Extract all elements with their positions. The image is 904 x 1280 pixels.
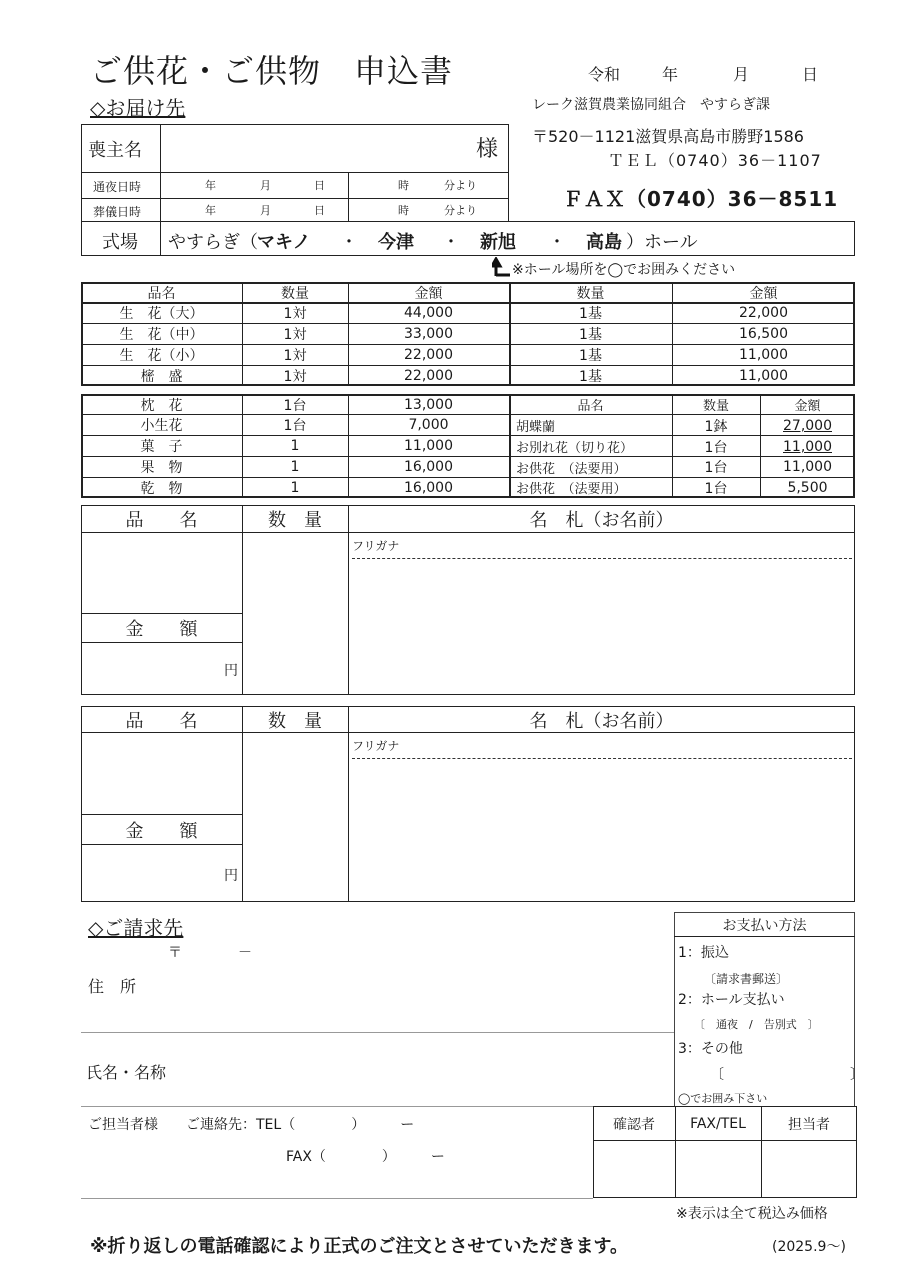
table-cell-amount: 33,000 bbox=[404, 326, 453, 342]
table-cell-qty: 1台 bbox=[704, 480, 728, 497]
payment-option-other[interactable]: 3：その他 bbox=[678, 1041, 743, 1057]
table-cell-amount: 22,000 bbox=[404, 367, 453, 384]
date-year: 年 bbox=[662, 65, 679, 84]
name-tag-field[interactable] bbox=[350, 560, 853, 693]
org-address: 〒520－1121滋賀県高島市勝野1586 bbox=[532, 127, 804, 146]
header-qty2: 数量 bbox=[576, 285, 605, 302]
org-name: レーク滋賀農業協同組合 やすらぎ課 bbox=[532, 97, 770, 113]
wake-year: 年 bbox=[205, 179, 216, 192]
funeral-label: 葬儀日時 bbox=[93, 205, 142, 219]
funeral-year: 年 bbox=[205, 204, 216, 217]
wake-month: 月 bbox=[260, 179, 271, 192]
sub-header-item: 品名 bbox=[577, 399, 604, 414]
venue-takashima[interactable]: 高島 bbox=[586, 232, 622, 253]
table-cell-amount: 11,000 bbox=[783, 439, 832, 455]
payment-title: お支払い方法 bbox=[722, 917, 807, 934]
tax-note: ※表示は全て税込み価格 bbox=[676, 1206, 828, 1222]
funeral-hour: 時 bbox=[398, 204, 409, 217]
table-cell-qty: 1対 bbox=[283, 306, 307, 322]
venue-sep: ・ bbox=[442, 232, 460, 253]
payment-option-hall-note: 〔 通夜 / 告別式 〕 bbox=[694, 1018, 819, 1031]
table-cell-amount2: 11,000 bbox=[739, 367, 788, 384]
sama-label: 様 bbox=[476, 137, 499, 162]
table-cell-qty2: 1基 bbox=[579, 368, 602, 385]
table-cell-qty: 1台 bbox=[704, 460, 728, 476]
confirmation-notice: ※折り返しの電話確認により正式のご注文とさせていただきます。 bbox=[90, 1236, 629, 1257]
table-cell-qty: 1対 bbox=[283, 348, 307, 364]
header-amount: 金額 bbox=[414, 285, 443, 302]
venue-shinasahi[interactable]: 新旭 bbox=[480, 232, 516, 253]
payment-option-transfer[interactable]: 1：振込 bbox=[678, 945, 729, 961]
table-cell-qty: 1対 bbox=[283, 327, 307, 343]
table-cell-amount: 5,500 bbox=[787, 479, 828, 496]
billing-address-label: 住 所 bbox=[88, 977, 137, 996]
table-cell-qty: 1鉢 bbox=[704, 419, 728, 435]
billing-contact: ご担当者様 ご連絡先：TEL（ ） ー bbox=[88, 1117, 415, 1133]
qty-field[interactable] bbox=[244, 535, 346, 693]
sub-header-amount: 金額 bbox=[794, 399, 821, 414]
confirm-checker-field[interactable] bbox=[595, 1142, 673, 1196]
table-cell-qty: 1 bbox=[290, 479, 300, 496]
qty-field[interactable] bbox=[244, 735, 346, 900]
item-label: 品 名 bbox=[125, 710, 198, 732]
table-cell-name: 枕 花 bbox=[140, 397, 183, 414]
venue-suffix: ）ホール bbox=[626, 232, 698, 253]
table-cell-qty2: 1基 bbox=[579, 306, 602, 322]
amount-label: 金 額 bbox=[125, 820, 198, 842]
funeral-month: 月 bbox=[260, 204, 271, 217]
payment-circle-note: ◯でお囲み下さい bbox=[678, 1092, 768, 1105]
header-amount2: 金額 bbox=[749, 285, 778, 302]
wake-day: 日 bbox=[314, 179, 325, 192]
sub-header-qty: 数量 bbox=[702, 399, 729, 414]
deliver-heading: ◇お届け先 bbox=[90, 96, 186, 120]
payment-other-field[interactable]: 〔 〕 bbox=[710, 1067, 864, 1083]
name-tag-label: 名 札（お名前） bbox=[529, 510, 674, 531]
table-cell-name: 胡蝶蘭 bbox=[516, 419, 556, 435]
confirm-faxtel-field[interactable] bbox=[677, 1142, 759, 1196]
item-label: 品 名 bbox=[125, 510, 198, 531]
furigana-label: フリガナ bbox=[352, 539, 400, 553]
table-cell-amount: 22,000 bbox=[404, 347, 453, 363]
qty-label: 数 量 bbox=[268, 710, 322, 732]
billing-name-label: 氏名・名称 bbox=[86, 1063, 167, 1082]
arrow-up-icon bbox=[492, 257, 512, 277]
item-field[interactable] bbox=[83, 535, 240, 611]
payment-option-transfer-note: 〔請求書郵送〕 bbox=[704, 972, 789, 986]
venue-prefix: やすらぎ（ bbox=[168, 232, 258, 253]
venue-label: 式場 bbox=[102, 232, 138, 253]
table-cell-amount: 16,000 bbox=[404, 459, 453, 475]
table-cell-qty2: 1基 bbox=[579, 348, 602, 364]
yen-label: 円 bbox=[224, 868, 238, 884]
venue-imazu[interactable]: 今津 bbox=[378, 232, 414, 253]
table-cell-name: 小生花 bbox=[140, 418, 183, 434]
table-cell-amount2: 16,500 bbox=[739, 326, 788, 342]
table-cell-amount: 13,000 bbox=[404, 396, 453, 413]
table-cell-name: 樒 盛 bbox=[140, 368, 183, 385]
confirm-faxtel-label: FAX/TEL bbox=[690, 1115, 746, 1132]
funeral-day: 日 bbox=[314, 204, 325, 217]
table-cell-name: 菓 子 bbox=[140, 439, 183, 455]
table-cell-amount: 7,000 bbox=[408, 417, 449, 433]
table-cell-qty: 1 bbox=[290, 459, 300, 475]
table-cell-amount: 11,000 bbox=[783, 459, 832, 475]
table-cell-qty2: 1基 bbox=[579, 327, 602, 343]
table-cell-amount: 44,000 bbox=[404, 305, 453, 321]
table-cell-name: 生 花（中） bbox=[119, 327, 204, 343]
table-cell-amount: 16,000 bbox=[404, 479, 453, 496]
table-cell-amount: 11,000 bbox=[404, 438, 453, 454]
org-fax: ＦＡＸ（0740）36－8511 bbox=[563, 187, 839, 211]
mourner-name-field[interactable] bbox=[166, 128, 499, 168]
mourner-label: 喪主名 bbox=[88, 140, 142, 161]
wake-label: 通夜日時 bbox=[93, 180, 142, 194]
venue-sep: ・ bbox=[548, 232, 566, 253]
venue-note: ※ホール場所を◯でお囲みください bbox=[512, 262, 736, 278]
amount-label: 金 額 bbox=[125, 619, 198, 640]
table-cell-name: 生 花（小） bbox=[119, 348, 204, 364]
version-label: (2025.9～) bbox=[772, 1239, 846, 1255]
venue-sep: ・ bbox=[340, 232, 358, 253]
table-cell-name: 果 物 bbox=[140, 460, 183, 476]
table-cell-name: お別れ花（切り花） bbox=[516, 440, 634, 456]
table-cell-qty: 1 bbox=[290, 438, 300, 454]
table-cell-qty: 1台 bbox=[283, 397, 307, 414]
name-tag-label: 名 札（お名前） bbox=[529, 710, 674, 732]
table-cell-amount: 27,000 bbox=[783, 418, 832, 434]
confirm-staff-field[interactable] bbox=[763, 1142, 855, 1196]
qty-label: 数 量 bbox=[268, 510, 322, 531]
venue-makino[interactable]: マキノ bbox=[257, 232, 311, 253]
table-cell-name: お供花 （法要用） bbox=[516, 482, 627, 497]
billing-name-field[interactable] bbox=[180, 1040, 670, 1100]
date-month: 月 bbox=[733, 65, 750, 84]
billing-postal: 〒 － bbox=[168, 945, 252, 961]
table-cell-qty: 1台 bbox=[283, 418, 307, 434]
page-title: ご供花・ご供物 申込書 bbox=[90, 52, 454, 90]
table-cell-name: 乾 物 bbox=[140, 480, 183, 497]
table-cell-qty: 1台 bbox=[704, 440, 728, 456]
confirm-staff-label: 担当者 bbox=[788, 1116, 830, 1133]
table-cell-amount2: 22,000 bbox=[739, 305, 788, 321]
header-qty: 数量 bbox=[281, 285, 309, 302]
wake-hour: 時 bbox=[398, 179, 409, 192]
item-field[interactable] bbox=[83, 735, 240, 812]
date-day: 日 bbox=[802, 65, 819, 84]
table-cell-qty: 1対 bbox=[283, 368, 307, 385]
date-reiwa: 令和 bbox=[588, 65, 621, 84]
table-cell-name: 生 花（大） bbox=[119, 306, 204, 322]
confirm-checker-label: 確認者 bbox=[613, 1116, 655, 1133]
funeral-minute: 分より bbox=[444, 204, 477, 217]
billing-heading: ◇ご請求先 bbox=[88, 916, 184, 940]
table-cell-name: お供花 （法要用） bbox=[516, 461, 627, 477]
payment-option-hall[interactable]: 2：ホール支払い bbox=[678, 992, 785, 1008]
billing-address-field[interactable] bbox=[160, 960, 670, 1028]
yen-label: 円 bbox=[224, 663, 238, 679]
table-cell-amount2: 11,000 bbox=[739, 347, 788, 363]
wake-minute: 分より bbox=[444, 179, 477, 192]
header-item: 品名 bbox=[147, 285, 176, 302]
billing-fax: FAX（ ） ー bbox=[286, 1149, 445, 1165]
org-tel: ＴＥＬ（0740）36－1107 bbox=[608, 151, 822, 170]
name-tag-field[interactable] bbox=[350, 760, 853, 900]
furigana-label: フリガナ bbox=[352, 739, 400, 753]
